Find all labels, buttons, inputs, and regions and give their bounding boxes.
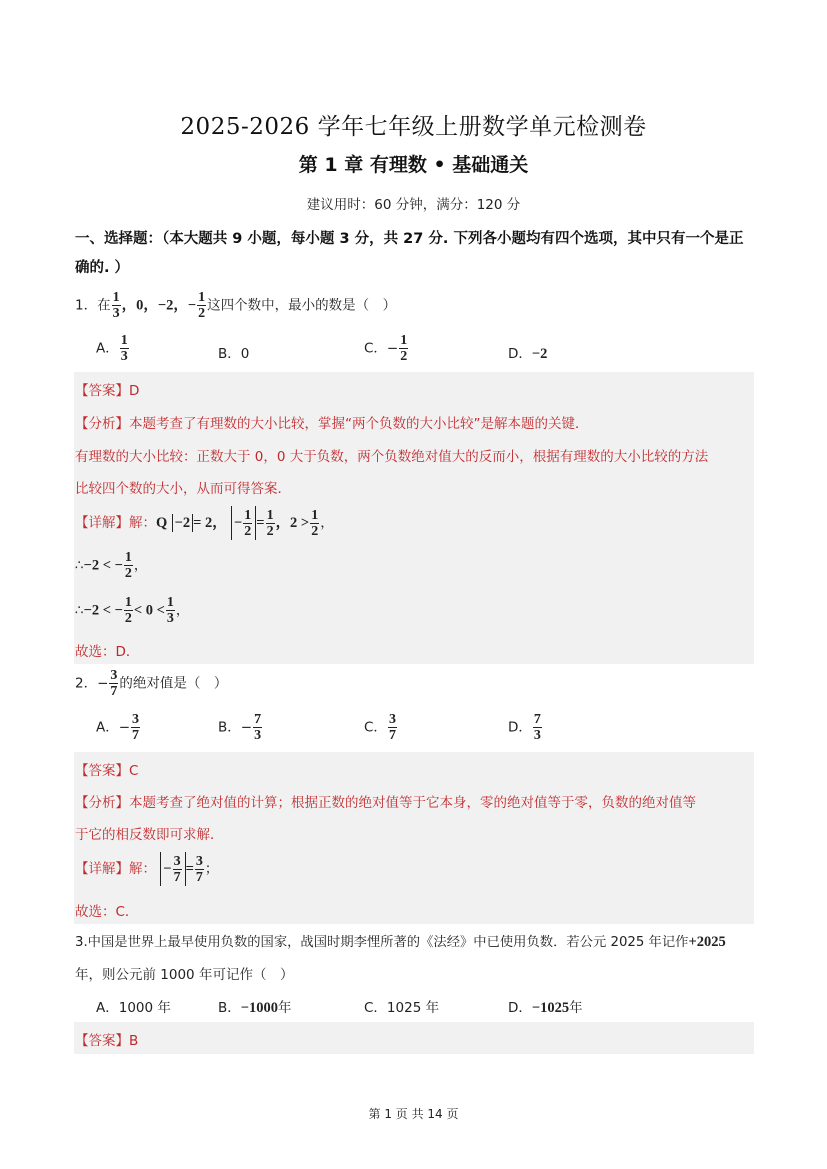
q3-option-a[interactable]: A．1000 年 [96, 1000, 171, 1016]
q2-choose: 故选：C． [75, 904, 139, 920]
q1-detail-line-2: ∴−2 < − $\frac{1}{2}$ ， [75, 550, 148, 581]
q1-option-a[interactable]: A． $\frac{1}{3}$ [96, 333, 128, 364]
q3-option-b[interactable]: B．−1000年 [218, 1000, 292, 1016]
q3-answer-block [74, 1022, 754, 1054]
q2-answer: 【答案】C [75, 763, 139, 779]
time-hint: 建议用时：60 分钟，满分：120 分 [306, 197, 521, 213]
page-title: 2025-2026 学年七年级上册数学单元检测卷 [180, 114, 647, 140]
question-2: 2．− $\frac{3}{7}$ 的绝对值是（ ） [75, 668, 228, 699]
question-3-line-2: 年，则公元前 1000 年可记作（ ） [75, 967, 294, 983]
q2-analysis-line-1: 【分析】本题考查了绝对值的计算；根据正数的绝对值等于它本身，零的绝对值等于零，负数的绝对值等 [75, 795, 696, 811]
q1-option-b[interactable]: B．0 [218, 346, 250, 362]
q1-analysis: 【分析】本题考查了有理数的大小比较，掌握“两个负数的大小比较”是解本题的关键． [75, 416, 589, 432]
q2-detail: 【详解】解： − $\frac{3}{7}$ = $\frac{3}{7}$ ； [75, 853, 219, 885]
q1-explain-line-1: 有理数的大小比较：正数大于 0，0 大于负数，两个负数绝对值大的反而小，根据有理数的大小比较的方法 [75, 449, 709, 465]
q1-option-d[interactable]: D．−2 [508, 346, 548, 362]
q3-option-c[interactable]: C．1025 年 [364, 1000, 440, 1016]
q1-detail-line-1: 【详解】解：Q −2 = 2， − $\frac{1}{2}$ = $\frac{1}{2}$ ，2 > $\frac{1}{2}$ ， [75, 507, 334, 539]
q3-option-d[interactable]: D．−1025年 [508, 1000, 583, 1016]
page-footer: 第 1 页 共 14 页 [368, 1107, 459, 1121]
q3-answer: 【答案】B [75, 1033, 139, 1049]
question-1: 1．在 $\frac{1}{3}$ ，0，−2，− $\frac{1}{2}$ 这四个数中，最小的数是（ ） [75, 290, 397, 321]
q1-explain-line-2: 比较四个数的大小，从而可得答案． [75, 481, 291, 497]
chapter-subtitle: 第 1 章 有理数 • 基础通关 [298, 154, 529, 176]
q2-analysis-line-2: 于它的相反数即可求解． [75, 827, 224, 843]
q2-option-d[interactable]: D． $\frac{7}{3}$ [508, 712, 541, 743]
q1-answer: 【答案】D [75, 383, 140, 399]
q2-option-b[interactable]: B．− $\frac{7}{3}$ [218, 712, 262, 743]
fraction: $\frac{1}{3}$ [112, 290, 120, 321]
fraction: $\frac{1}{2}$ [198, 290, 206, 321]
q1-option-c[interactable]: C．− $\frac{1}{2}$ [364, 333, 408, 364]
section-heading: 一、选择题：（本大题共 9 小题，每小题 3 分，共 27 分. 下列各小题均有四个选项，其中只有一个是正确的. ） [75, 231, 744, 276]
q1-detail-line-3: ∴−2 < − $\frac{1}{2}$ < 0 < $\frac{1}{3}$ ， [75, 595, 190, 626]
q1-choose: 故选：D． [75, 644, 140, 660]
q2-option-a[interactable]: A．− $\frac{3}{7}$ [96, 712, 140, 743]
q2-option-c[interactable]: C． $\frac{3}{7}$ [364, 712, 396, 743]
question-3-line-1: 3.中国是世界上最早使用负数的国家，战国时期李悝所著的《法经》中已使用负数．若公元 2025 年记作+2025 [75, 934, 726, 950]
